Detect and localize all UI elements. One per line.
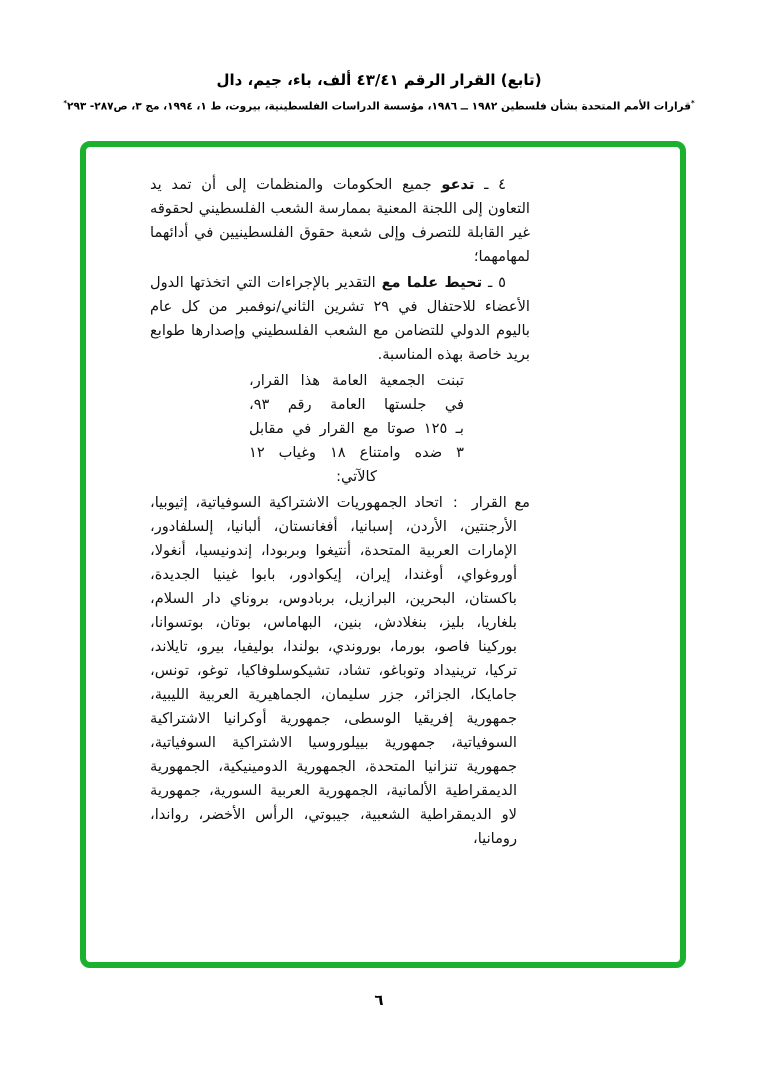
source-citation-text: قرارات الأمم المتحدة بشأن فلسطين ١٩٨٢ ــ ١٩٨٦، مؤسسة الدراسات الفلسطينية، بيروت، ط ١، ١٩٩٤، مج ٣، ص٢٨٧- ٢٩٣ xyxy=(67,100,691,113)
clause-4-text: جميع الحكومات والمنظمات إلى أن تمد يد التعاون إلى اللجنة المعنية بممارسة الشعب الفلسطيني لحقوقه غير القابلة للتصرف وإلى شعبة حقوق الفلسطينيين في أدائهما لمهامهما؛ xyxy=(150,176,530,265)
clause-4 xyxy=(150,173,530,269)
adoption-line: تبنت الجمعية العامة هذا القرار، xyxy=(249,372,464,389)
footnote-mark-start: * xyxy=(690,99,695,107)
vote-for-countries: اتحاد الجمهوريات الاشتراكية السوفياتية، إثيوبيا، الأرجنتين، الأردن، إسبانيا، أفغانستان، ألبانيا، إلسلفادور، الإمارات العربية المتحدة، أنتيغوا وبربودا، إندونيسيا، أنغولا، أوروغواي، أوغندا، إيران، إيكوادور، بابوا غينيا الجديدة، باكستان، البحرين، البرازيل، بربادوس، بروناي دار السلام، بلغاريا، بليز، بنغلادش، بنين، البهاماس، بوتان، بوتسوانا، بوركينا فاصو، بورما، بوروندي، بولندا، بوليفيا، بيرو، تايلاند، تركيا، ترينيداد وتوباغو، تشاد، تشيكوسلوفاكيا، توغو، تونس، جامايكا، الجزائر، جزر سليمان، الجماهيرية العربية الليبية، جمهورية إفريقيا الوسطى، جمهورية أوكرانيا الاشتراكية السوفياتية، جمهورية بييلوروسيا الاشتراكية السوفياتية، جمهورية تنزانيا المتحدة، الجمهورية الدومينيكية، الجمهورية الديمقراطية الألمانية، الجمهورية العربية السورية، جمهورية لاو الديمقراطية الشعبية، جيبوتي، الرأس الأخضر، رواندا، رومانيا، xyxy=(150,494,517,847)
clause-5-text: التقدير بالإجراءات التي اتخذتها الدول الأعضاء للاحتفال في ٢٩ تشرين الثاني/نوفمبر من كل عام باليوم الدولي للتضامن مع الشعب الفلسطيني وإصدارها طوابع بريد خاصة بهذه المناسبة. xyxy=(150,274,530,363)
footnote-mark-end: * xyxy=(63,99,68,107)
adoption-line: بـ ١٢٥ صوتا مع القرار في مقابل xyxy=(249,420,464,437)
clause-5-number: ٥ ـ xyxy=(482,274,506,291)
adoption-tail: كالآتي: xyxy=(336,468,377,485)
page-number: ٦ xyxy=(374,991,384,1009)
adoption-line: في جلستها العامة رقم ٩٣، xyxy=(249,396,464,413)
adoption-note xyxy=(249,369,464,489)
green-border-frame xyxy=(80,141,686,968)
clause-5 xyxy=(150,271,530,367)
clause-4-number: ٤ ـ xyxy=(474,176,506,193)
resolution-title: (تابع) القرار الرقم ٤٣/٤١ ألف، باء، جيم، دال xyxy=(216,71,542,89)
clause-5-keyword: تحيط علما مع xyxy=(381,274,483,291)
vote-for-label: مع القرار xyxy=(471,494,530,511)
vote-for-paragraph xyxy=(150,491,530,851)
vote-for-separator: : xyxy=(452,494,458,511)
adoption-line: ٣ ضده وامتناع ١٨ وغياب ١٢ xyxy=(249,444,465,461)
clause-4-keyword: تدعو xyxy=(441,176,475,193)
resolution-body xyxy=(150,173,530,851)
source-citation xyxy=(0,99,758,113)
